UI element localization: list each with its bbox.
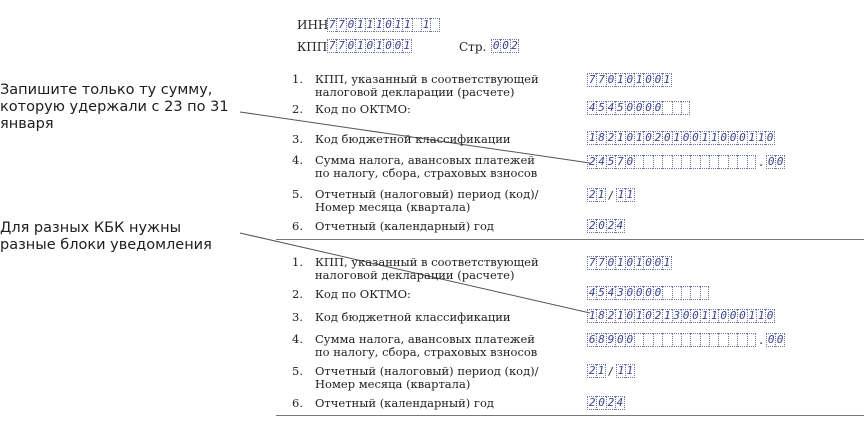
period-row-label: Отчетный (налоговый) период (код)/ Номер месяца (квартала) <box>315 187 539 214</box>
form-cell: 0 <box>626 131 634 144</box>
form-cell <box>700 333 709 347</box>
form-cell: 1 <box>748 309 756 322</box>
form-cell: 2 <box>588 396 596 409</box>
form-cell: 0 <box>739 131 746 144</box>
form-cell: 1 <box>635 256 643 269</box>
inn-cells <box>327 18 440 32</box>
form-cell: 8 <box>598 131 605 144</box>
row-number: 4. <box>292 332 303 346</box>
form-cell: 0 <box>492 39 500 52</box>
form-cell: 1 <box>375 39 383 52</box>
form-cell <box>690 333 699 347</box>
kpp-row-label: КПП, указанный в соответствующей налоговой декларации (расчете) <box>315 72 539 99</box>
block-divider <box>276 415 864 416</box>
row-number: 3. <box>292 310 303 324</box>
form-cell <box>643 333 652 347</box>
row-number: 5. <box>292 364 303 378</box>
form-cell: 4 <box>616 219 624 232</box>
amount-decimal-cells <box>766 333 785 347</box>
inn-label: ИНН <box>297 18 329 32</box>
row-number: 6. <box>292 219 303 233</box>
form-cell: 1 <box>626 188 634 201</box>
form-cell: 1 <box>617 364 625 377</box>
form-cell: 0 <box>692 309 699 322</box>
row-number: 6. <box>292 396 303 410</box>
kbk-row-cells <box>587 309 775 323</box>
form-cell: 1 <box>617 256 624 269</box>
form-cell: 0 <box>682 309 690 322</box>
form-cell: 1 <box>701 309 709 322</box>
row-number: 5. <box>292 187 303 201</box>
annotation-kbk-note: Для разных КБК нужны разные блоки уведомления <box>0 220 212 253</box>
form-cell <box>747 333 756 347</box>
form-cell: 0 <box>366 39 374 52</box>
form-cell: 1 <box>626 364 634 377</box>
form-cell: 9 <box>607 333 615 346</box>
row-number: 1. <box>292 72 303 86</box>
form-cell <box>747 155 756 169</box>
form-cell: 4 <box>588 101 596 114</box>
form-cell <box>690 155 699 169</box>
form-cell: 3 <box>617 286 624 299</box>
form-cell: 0 <box>626 73 634 86</box>
form-cell: 1 <box>357 39 364 52</box>
form-cell <box>709 155 718 169</box>
form-cell: 0 <box>739 309 746 322</box>
form-cell: 4 <box>616 396 624 409</box>
form-cell <box>672 101 681 115</box>
form-cell: 1 <box>635 73 643 86</box>
page-label: Стр. <box>459 40 487 54</box>
kpp-row-cells <box>587 256 672 270</box>
form-cell: 1 <box>664 309 671 322</box>
form-cell: 1 <box>617 131 624 144</box>
form-cell <box>643 155 652 169</box>
form-cell: 7 <box>338 18 345 31</box>
form-cell: 0 <box>729 131 737 144</box>
oktmo-row-label: Код по ОКТМО: <box>315 287 411 301</box>
form-cell: 4 <box>607 286 615 299</box>
month-number-cells <box>616 364 635 378</box>
page-number-cells <box>491 39 519 53</box>
form-cell: 2 <box>588 155 596 168</box>
form-cell: 0 <box>654 101 662 114</box>
block-divider <box>276 239 864 240</box>
period-row-cells <box>587 364 635 378</box>
form-cell <box>681 286 690 300</box>
form-cell <box>728 333 737 347</box>
form-cell <box>412 18 421 32</box>
period-slash: / <box>607 188 615 202</box>
form-cell: 0 <box>720 309 727 322</box>
form-cell: 0 <box>385 18 392 31</box>
form-cell: 0 <box>682 131 690 144</box>
form-cell: 2 <box>588 188 596 201</box>
form-cell: 0 <box>692 131 699 144</box>
form-cell: 0 <box>626 309 634 322</box>
kpp-row-cells <box>587 73 672 87</box>
year-row-label: Отчетный (календарный) год <box>315 219 494 233</box>
form-cell: 1 <box>588 309 596 322</box>
form-cell <box>662 286 671 300</box>
year-row-cells <box>587 219 625 233</box>
annotation-amount-note: Запишите только ту сумму, которую удержали с 23 по 31 января <box>0 82 229 132</box>
form-cell: 1 <box>710 131 718 144</box>
form-cell <box>681 333 690 347</box>
form-cell: 0 <box>607 73 615 86</box>
form-cell: 1 <box>394 18 402 31</box>
form-cell <box>737 155 746 169</box>
form-cell: 2 <box>588 364 596 377</box>
form-cell: 0 <box>626 333 634 346</box>
form-cell: 0 <box>767 155 775 168</box>
form-cell: 7 <box>617 155 624 168</box>
decimal-point: . <box>757 333 765 347</box>
form-cell <box>653 155 662 169</box>
form-cell <box>681 101 690 115</box>
row-number: 2. <box>292 102 303 116</box>
oktmo-row-label: Код по ОКТМО: <box>315 102 411 116</box>
kpp-row-label: КПП, указанный в соответствующей налоговой декларации (расчете) <box>315 255 539 282</box>
form-cell: 5 <box>607 155 615 168</box>
form-cell <box>690 286 699 300</box>
form-cell <box>718 333 727 347</box>
form-cell: 2 <box>654 131 662 144</box>
form-cell: 0 <box>626 155 634 168</box>
period-code-cells <box>587 364 606 378</box>
form-cell: 1 <box>635 131 643 144</box>
kbk-row-cells <box>587 131 775 145</box>
form-cell: 0 <box>385 39 392 52</box>
form-cell: 1 <box>588 131 596 144</box>
form-cell: 1 <box>617 309 624 322</box>
period-slash: / <box>607 364 615 378</box>
period-code-cells <box>587 188 606 202</box>
form-cell: 0 <box>626 286 634 299</box>
row-number: 4. <box>292 153 303 167</box>
form-cell: 0 <box>502 39 509 52</box>
amount-integer-cells <box>587 155 756 169</box>
form-cell: 1 <box>404 18 411 31</box>
amount-row-cells <box>587 333 785 347</box>
form-cell: 1 <box>597 188 605 201</box>
form-cell: 1 <box>663 256 671 269</box>
form-cell: 2 <box>607 309 615 322</box>
form-cell: 7 <box>328 18 336 31</box>
form-cell: 7 <box>598 256 605 269</box>
form-cell <box>634 333 643 347</box>
form-cell: 0 <box>607 256 615 269</box>
form-cell <box>700 286 709 300</box>
form-cell: 0 <box>776 155 784 168</box>
form-cell: 6 <box>588 333 596 346</box>
form-cell: 2 <box>607 131 615 144</box>
oktmo-row-cells <box>587 101 690 115</box>
form-cell: 8 <box>598 333 605 346</box>
form-cell: 0 <box>766 131 774 144</box>
period-row-cells <box>587 188 635 202</box>
form-cell: 0 <box>645 256 652 269</box>
form-cell: 0 <box>654 73 662 86</box>
form-cell: 1 <box>701 131 709 144</box>
form-cell: 0 <box>617 333 624 346</box>
form-cell: 2 <box>511 39 518 52</box>
form-cell <box>709 333 718 347</box>
form-cell: 7 <box>588 73 596 86</box>
form-cell <box>672 286 681 300</box>
form-cell: 0 <box>626 101 634 114</box>
form-cell: 4 <box>598 155 605 168</box>
amount-decimal-cells <box>766 155 785 169</box>
period-row-label: Отчетный (налоговый) период (код)/ Номер месяца (квартала) <box>315 364 539 391</box>
form-cell <box>728 155 737 169</box>
form-cell: 2 <box>607 219 615 232</box>
form-cell: 7 <box>598 73 605 86</box>
form-cell <box>672 333 681 347</box>
form-cell: 8 <box>598 309 605 322</box>
form-cell <box>662 101 671 115</box>
form-cell: 0 <box>654 286 662 299</box>
form-cell: 0 <box>776 333 784 346</box>
amount-row-label: Сумма налога, авансовых платежей по налогу, сбора, страховых взносов <box>315 332 538 359</box>
amount-row-label: Сумма налога, авансовых платежей по налогу, сбора, страховых взносов <box>315 153 538 180</box>
form-cell: 0 <box>347 18 355 31</box>
form-cell: 1 <box>597 364 605 377</box>
oktmo-row-cells <box>587 286 709 300</box>
year-row-cells <box>587 396 625 410</box>
form-cell: 0 <box>664 131 671 144</box>
form-cell: 0 <box>598 219 605 232</box>
form-cell: 0 <box>626 256 634 269</box>
row-number: 2. <box>292 287 303 301</box>
form-cell <box>700 155 709 169</box>
form-cell: 5 <box>617 101 624 114</box>
form-cell: 1 <box>403 39 411 52</box>
form-cell: 4 <box>588 286 596 299</box>
form-cell: 1 <box>635 309 643 322</box>
form-cell: 1 <box>663 73 671 86</box>
form-cell: 1 <box>673 131 681 144</box>
form-cell: 0 <box>766 309 774 322</box>
form-cell <box>718 155 727 169</box>
form-cell: 0 <box>645 101 652 114</box>
row-number: 1. <box>292 255 303 269</box>
form-cell: 0 <box>635 101 643 114</box>
form-cell: 0 <box>635 286 643 299</box>
form-cell <box>681 155 690 169</box>
form-cell: 0 <box>645 309 652 322</box>
kbk-row-label: Код бюджетной классификации <box>315 132 511 146</box>
form-cell <box>662 155 671 169</box>
form-cell: 0 <box>394 39 402 52</box>
kbk-row-label: Код бюджетной классификации <box>315 310 511 324</box>
form-cell: 1 <box>757 131 765 144</box>
form-cell: 1 <box>422 18 430 31</box>
form-cell: 2 <box>588 219 596 232</box>
amount-row-cells <box>587 155 785 169</box>
form-cell: 7 <box>588 256 596 269</box>
kpp-cells <box>327 39 412 53</box>
form-cell: 5 <box>598 101 605 114</box>
form-cell: 1 <box>357 18 364 31</box>
form-cell <box>653 333 662 347</box>
month-number-cells <box>616 188 635 202</box>
form-cell: 3 <box>673 309 681 322</box>
form-cell <box>430 18 439 32</box>
form-cell: 0 <box>645 131 652 144</box>
form-cell: 0 <box>654 256 662 269</box>
form-cell: 0 <box>645 73 652 86</box>
form-cell: 1 <box>375 18 383 31</box>
form-cell: 4 <box>607 101 615 114</box>
form-cell: 1 <box>617 73 624 86</box>
row-number: 3. <box>292 132 303 146</box>
amount-integer-cells <box>587 333 756 347</box>
form-cell: 1 <box>710 309 718 322</box>
year-row-label: Отчетный (календарный) год <box>315 396 494 410</box>
form-cell: 0 <box>729 309 737 322</box>
form-cell: 7 <box>338 39 345 52</box>
decimal-point: . <box>757 155 765 169</box>
form-cell <box>662 333 671 347</box>
form-cell: 0 <box>720 131 727 144</box>
form-cell <box>737 333 746 347</box>
form-cell: 1 <box>366 18 374 31</box>
form-cell: 0 <box>645 286 652 299</box>
form-cell: 5 <box>598 286 605 299</box>
form-cell <box>634 155 643 169</box>
form-cell: 2 <box>654 309 662 322</box>
form-cell: 1 <box>748 131 756 144</box>
form-cell: 1 <box>757 309 765 322</box>
form-cell: 7 <box>328 39 336 52</box>
form-cell: 0 <box>598 396 605 409</box>
form-cell: 1 <box>617 188 625 201</box>
form-cell: 0 <box>347 39 355 52</box>
form-cell: 2 <box>607 396 615 409</box>
form-cell <box>672 155 681 169</box>
form-cell: 0 <box>767 333 775 346</box>
kpp-label: КПП <box>297 40 328 54</box>
